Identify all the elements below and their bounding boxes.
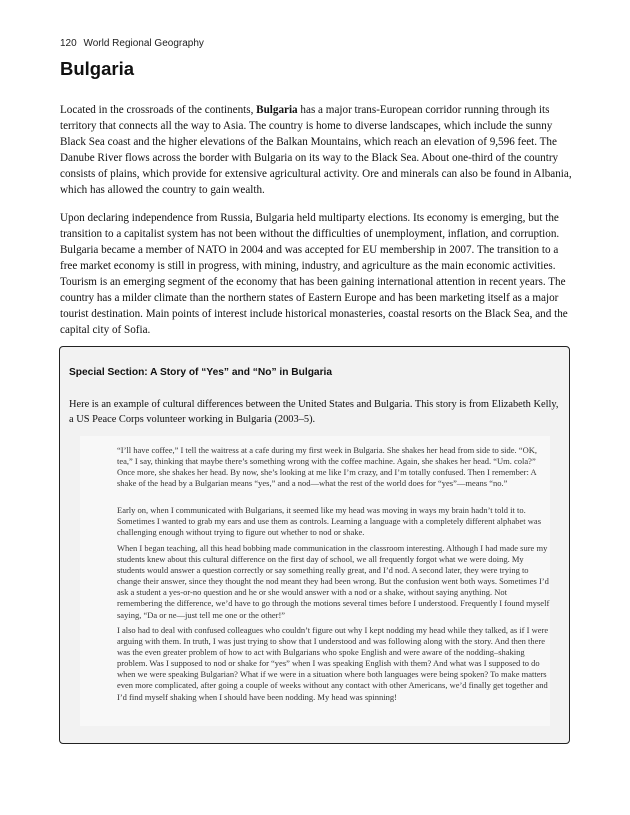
paragraph-intro-rest: has a major trans-European corridor running through its territory that connects all the way to Asia. The country is home to diverse landscapes, which include the sunny Black Sea coast and the higher elevations of the Balkan Mountains, which reach an elevation of 9,596 feet. The Danube River flows across the border with Bulgaria on its way to the Black Sea. About one-third of the country consists of plains, which provide for extensive agricultural activity. Ore and minerals can also be found in Albania, which has allowed the country to gain wealth. <box>60 104 572 196</box>
book-title: World Regional Geography <box>83 38 204 49</box>
bulgaria-bold-term: Bulgaria <box>256 104 298 116</box>
paragraph-economy: Upon declaring independence from Russia, Bulgaria held multiparty elections. Its economy is emerging, but the transition to a capitalist system has not been without the difficulties of unemployment, inflation, and corruption. Bulgaria became a member of NATO in 2004 and was accepted for EU membership in 2007. The transition to a free market economy is still in progress, with mining, industry, and agriculture as the main economic activities. Tourism is an emerging segment of the economy that has been gaining international attention in recent years. The country has a milder climate than the northern states of Eastern Europe and has been marketing itself as a major tourist destination. Main points of interest include historical monasteries, coastal resorts on the Black Sea, and the capital city of Sofia. <box>60 212 568 336</box>
story-paragraph: “I’ll have coffee,” I tell the waitress at a cafe during my first week in Bulgaria. She shakes her head from side to side. “OK, tea,” I say, thinking that maybe there’s something wrong with the coffee machine. Again, she shakes her head. “Um. cola?” Once more, she shakes her head. By now, she’s looking at me like I’m crazy, and I’m totally confused. Then I remember: A shake of the head by a Bulgarian means “yes,” and a nod—what the rest of the world does for “yes”—means “no.” <box>117 445 537 489</box>
paragraph-intro <box>60 102 572 198</box>
page-title: Bulgaria <box>60 58 135 79</box>
story-paragraph: When I began teaching, all this head bobbing made communication in the classroom interesting. Although I had made sure my students knew about this cultural difference on the first day of school, we all frequently forgot what we were doing. My students would answer a question correctly or say something really great, and I’d nod. A second later, they were trying to change their answer, since they thought the nod meant they had been wrong. But the confusion went both ways. Sometimes I’d ask a student a yes-or-no question and he or she would answer with a nod or a shake, without saying anything. Not remembering the difference, we’d have to go through the motions several times before I understood. Frequently I found myself saying, “Da or ne—just tell me one or the other!” <box>117 543 550 620</box>
running-head <box>60 38 204 49</box>
story-paragraph: Early on, when I communicated with Bulgarians, it seemed like my head was moving in ways my brain hadn’t told it to. Sometimes I wanted to grab my ears and use them as controls. Learning a language with a completely different alphabet was challenging enough without trying to figure out whether to nod or shake. <box>117 505 541 538</box>
special-section-intro: Here is an example of cultural differences between the United States and Bulgaria. This story is from Elizabeth Kelly, a US Peace Corps volunteer working in Bulgaria (2003–5). <box>69 399 559 425</box>
special-section-title: Special Section: A Story of “Yes” and “No” in Bulgaria <box>69 367 333 378</box>
story-paragraph: I also had to deal with confused colleagues who couldn’t figure out why I kept nodding my head while they talked, as if I were arguing with them. In truth, I was just trying to show that I understood and was following along with the story. And then there was the even greater problem of how to act with Bulgarians who spoke English and were aware of the nodding–shaking problem. Was I supposed to nod or shake for “yes” when I was speaking English with them? And what was I supposed to do when we were speaking Bulgarian? What if we were in a situation where both languages were being spoken? To make matters even more complicated, after going a couple of weeks without any contact with other Americans, we’d finally get together and I’d find myself shaking when I should have been nodding. My head was spinning! <box>117 625 549 702</box>
special-section-box <box>59 346 570 744</box>
paragraph-intro-start: Located in the crossroads of the continents, <box>60 104 257 116</box>
page-number: 120 <box>60 38 77 49</box>
story-quote-block <box>80 436 550 726</box>
